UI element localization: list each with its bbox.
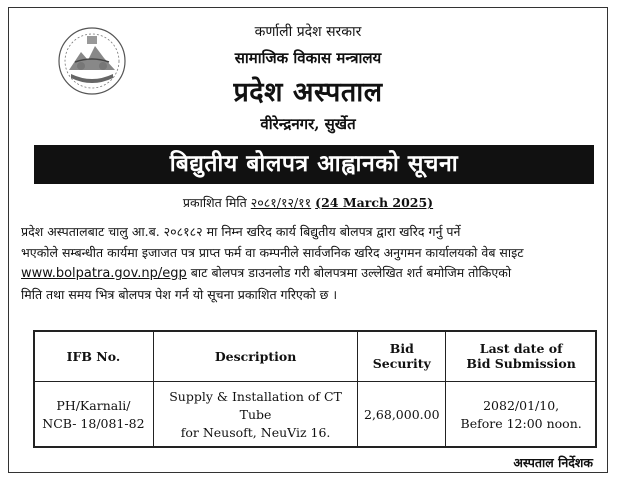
col-header-last-date bbox=[446, 331, 597, 382]
notice-title-banner bbox=[34, 145, 594, 184]
signatory-title: अस्पताल निर्देशक bbox=[513, 455, 593, 470]
body-line-3 bbox=[21, 263, 595, 285]
office-location: वीरेन्द्रनगर, सुर्खेत bbox=[260, 115, 356, 133]
cell-last-date bbox=[446, 382, 597, 448]
ministry-name: सामाजिक विकास मन्त्रालय bbox=[234, 49, 382, 67]
notice-title: बिद्युतीय बोलपत्र आह्वानको सूचना bbox=[169, 150, 459, 177]
bid-table bbox=[33, 330, 597, 448]
published-label: प्रकाशित मिति bbox=[182, 195, 247, 210]
col-header-ifb: IFB No. bbox=[34, 331, 154, 382]
last-date-line-1: 2082/01/10, bbox=[483, 397, 560, 413]
cell-security: 2,68,000.00 bbox=[358, 382, 446, 448]
ifb-line-2: NCB- 18/081-82 bbox=[42, 415, 145, 431]
description-line-1: Supply & Installation of CT Tube bbox=[169, 388, 342, 422]
last-date-line-2: Before 12:00 noon. bbox=[460, 415, 582, 431]
ifb-line-1: PH/Karnali/ bbox=[56, 397, 131, 413]
notice-body bbox=[21, 222, 595, 305]
published-date-en: (24 March 2025) bbox=[315, 195, 434, 210]
notice-page bbox=[8, 7, 608, 473]
published-date-line bbox=[9, 194, 607, 211]
body-line-3-rest: बाट बोलपत्र डाउनलोड गरी बोलपत्रमा उल्लेखित शर्त बमोजिम तोकिएको bbox=[190, 265, 512, 280]
office-name: प्रदेश अस्पताल bbox=[233, 77, 383, 108]
body-line-1: प्रदेश अस्पतालबाट चालु आ.ब. २०८१८२ मा निम्न खरिद कार्य बिद्युतीय बोलपत्र द्वारा खरिद गर्नु पर्ने bbox=[21, 224, 461, 239]
table-row bbox=[34, 382, 597, 448]
description-line-2: for Neusoft, NeuViz 16. bbox=[180, 424, 331, 440]
government-name: कर्णाली प्रदेश सरकार bbox=[254, 24, 362, 40]
col-header-last-date-1: Last date of bbox=[479, 341, 563, 356]
cell-ifb bbox=[34, 382, 154, 448]
col-header-security: Bid Security bbox=[358, 331, 446, 382]
cell-description bbox=[153, 382, 357, 448]
bolpatra-link[interactable]: www.bolpatra.gov.np/egp bbox=[21, 266, 187, 281]
table-header-row bbox=[34, 331, 597, 382]
body-line-2: भएकोले सम्बन्धीत कार्यमा इजाजत पत्र प्राप्त फर्म वा कम्पनीले सार्वजनिक खरिद अनुगमन कार्यालयको वेब साइट bbox=[21, 244, 524, 260]
col-header-description: Description bbox=[153, 331, 357, 382]
col-header-last-date-2: Bid Submission bbox=[466, 356, 576, 371]
published-date-np: २०८१/१२/११ bbox=[250, 195, 312, 210]
body-line-4: मिति तथा समय भित्र बोलपत्र पेश गर्न यो सूचना प्रकाशित गरिएको छ । bbox=[21, 286, 338, 302]
